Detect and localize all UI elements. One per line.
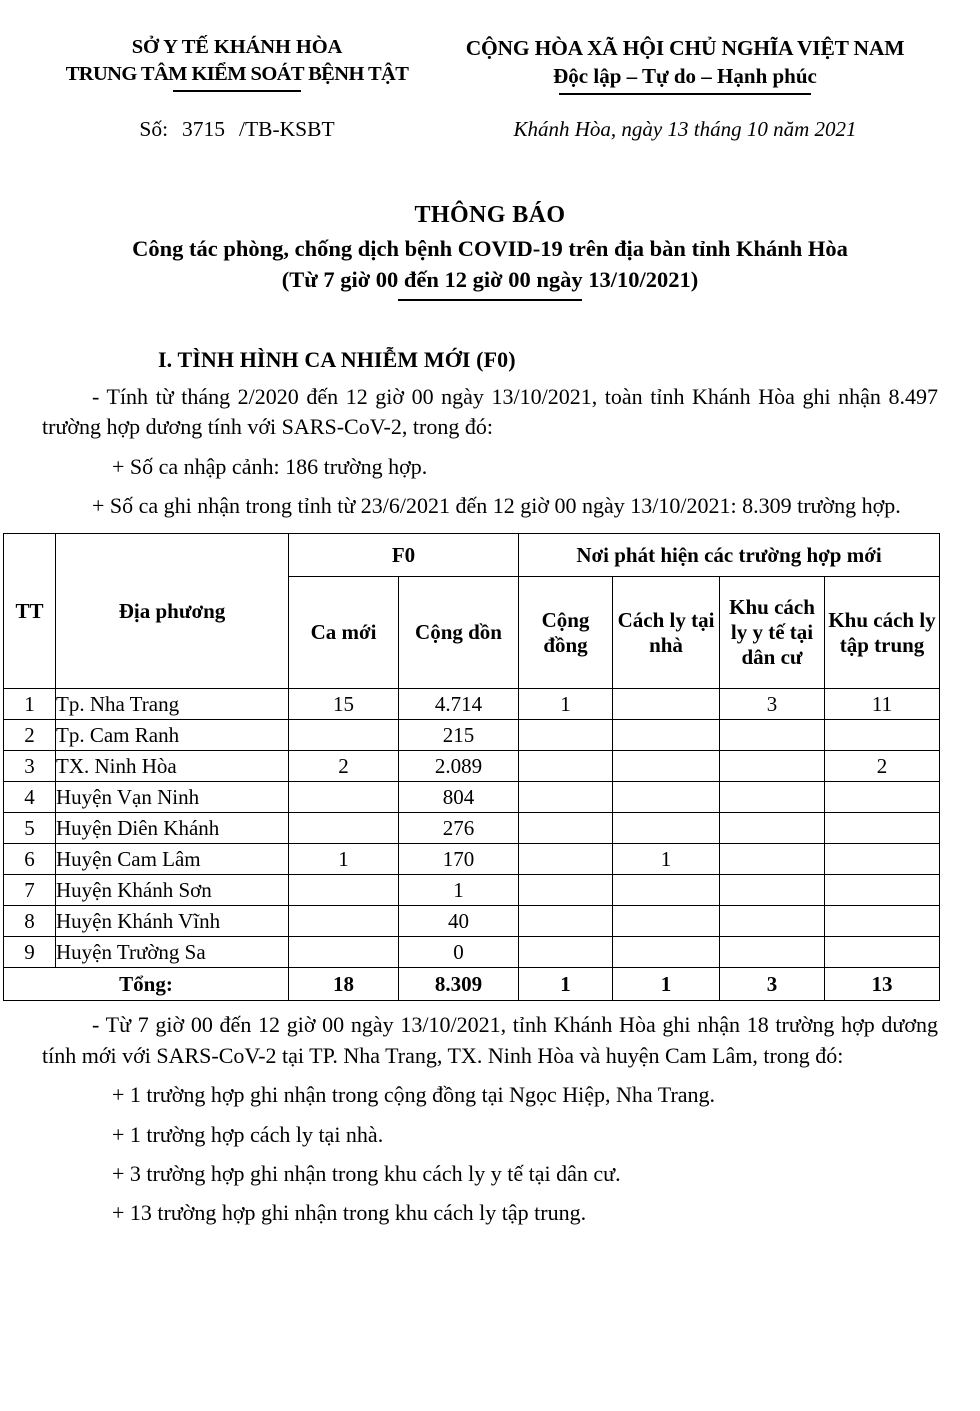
cases-table: [3, 533, 940, 1001]
cell-cumulative: 2.089: [399, 751, 519, 782]
document-time-range: (Từ 7 giờ 00 đến 12 giờ 00 ngày 13/10/2021): [281, 267, 699, 292]
cell-home-quarantine: [613, 720, 720, 751]
cell-home-quarantine: [613, 751, 720, 782]
cell-new-cases: [289, 782, 399, 813]
cell-medical-zone: [720, 751, 825, 782]
table-row: [4, 751, 940, 782]
cell-locality: Huyện Khánh Vĩnh: [56, 906, 289, 937]
total-cell-central-zone: 13: [825, 968, 940, 1001]
cell-index: 2: [4, 720, 56, 751]
cell-central-zone: [825, 782, 940, 813]
national-motto-underline: [559, 93, 811, 95]
cell-community: 1: [519, 689, 613, 720]
cell-medical-zone: [720, 937, 825, 968]
col-group-header-f0: F0: [289, 534, 519, 576]
cell-locality: Huyện Khánh Sơn: [56, 875, 289, 906]
cell-index: 4: [4, 782, 56, 813]
document-number-value: 3715: [182, 116, 226, 141]
cell-home-quarantine: 1: [613, 844, 720, 875]
cell-index: 9: [4, 937, 56, 968]
cell-new-cases: 1: [289, 844, 399, 875]
cell-home-quarantine: [613, 813, 720, 844]
cell-cumulative: 215: [399, 720, 519, 751]
col-header-new-cases: Ca mới: [289, 576, 399, 689]
section2-bullet: + 13 trường hợp ghi nhận trong khu cách ly tập trung.: [112, 1200, 587, 1226]
cell-index: 6: [4, 844, 56, 875]
section1-bullet-imported: + Số ca nhập cảnh: 186 trường hợp.: [112, 453, 428, 479]
cell-medical-zone: [720, 782, 825, 813]
document-header: [42, 0, 938, 95]
cell-central-zone: 11: [825, 689, 940, 720]
cell-central-zone: [825, 813, 940, 844]
section1-bullet-domestic: + Số ca ghi nhận trong tỉnh từ 23/6/2021 đến 12 giờ 00 ngày 13/10/2021: 8.309 trường hợp.: [92, 493, 901, 519]
table-row: [4, 813, 940, 844]
cases-table-wrapper: [3, 533, 939, 1001]
department-name: SỞ Y TẾ KHÁNH HÒA: [131, 36, 343, 58]
center-name: TRUNG TÂM KIỂM SOÁT BỆNH TẬT: [65, 63, 409, 86]
cell-locality: Tp. Cam Ranh: [56, 720, 289, 751]
document-title-block: [42, 200, 938, 301]
cell-medical-zone: [720, 844, 825, 875]
cell-medical-zone: 3: [720, 689, 825, 720]
col-group-header-detection-place: Nơi phát hiện các trường hợp mới: [519, 534, 940, 576]
table-row: [4, 782, 940, 813]
cell-medical-zone: [720, 906, 825, 937]
cell-locality: Huyện Cam Lâm: [56, 844, 289, 875]
total-cell-medical-zone: 3: [720, 968, 825, 1001]
cell-community: [519, 720, 613, 751]
cell-central-zone: [825, 875, 940, 906]
col-header-home-quarantine: Cách ly tại nhà: [613, 576, 720, 689]
cell-index: 8: [4, 906, 56, 937]
section1-paragraphs: [42, 382, 938, 521]
cell-home-quarantine: [613, 906, 720, 937]
cell-new-cases: [289, 937, 399, 968]
section2-bullet: + 1 trường hợp cách ly tại nhà.: [112, 1121, 384, 1147]
title-underline: [398, 299, 582, 301]
cell-community: [519, 844, 613, 875]
cell-home-quarantine: [613, 782, 720, 813]
cell-central-zone: [825, 720, 940, 751]
cell-cumulative: 1: [399, 875, 519, 906]
cell-home-quarantine: [613, 689, 720, 720]
col-header-cumulative: Cộng dồn: [399, 576, 519, 689]
total-cell-new-cases: 18: [289, 968, 399, 1001]
table-row: [4, 844, 940, 875]
national-heading-block: [432, 34, 938, 95]
cell-new-cases: [289, 906, 399, 937]
cell-index: 5: [4, 813, 56, 844]
cell-medical-zone: [720, 813, 825, 844]
document-number-row: [42, 117, 938, 142]
total-cell-home-quarantine: 1: [613, 968, 720, 1001]
cell-central-zone: 2: [825, 751, 940, 782]
cell-locality: Huyện Trường Sa: [56, 937, 289, 968]
cell-medical-zone: [720, 875, 825, 906]
cases-table-head: [4, 534, 940, 689]
table-row: [4, 906, 940, 937]
cell-index: 3: [4, 751, 56, 782]
table-row: [4, 689, 940, 720]
cell-new-cases: [289, 813, 399, 844]
total-cell-cumulative: 8.309: [399, 968, 519, 1001]
national-motto: Độc lập – Tự do – Hạnh phúc: [553, 64, 817, 89]
cell-central-zone: [825, 844, 940, 875]
cell-cumulative: 4.714: [399, 689, 519, 720]
cell-central-zone: [825, 906, 940, 937]
cell-cumulative: 0: [399, 937, 519, 968]
cell-community: [519, 751, 613, 782]
section-heading-new-cases: I. TÌNH HÌNH CA NHIỄM MỚI (F0): [158, 347, 516, 373]
total-cell-community: 1: [519, 968, 613, 1001]
cell-medical-zone: [720, 720, 825, 751]
table-row: [4, 875, 940, 906]
section2-paragraph-summary: - Từ 7 giờ 00 đến 12 giờ 00 ngày 13/10/2021, tỉnh Khánh Hòa ghi nhận 18 trường hợp dương tính mới với SARS-CoV-2 tại TP. Nha Trang, TX. Ninh Hòa và huyện Cam Lâm, trong đó:: [42, 1012, 938, 1068]
place-and-date: Khánh Hòa, ngày 13 tháng 10 năm 2021: [513, 116, 857, 141]
document-subtitle: Công tác phòng, chống dịch bệnh COVID-19 trên địa bàn tỉnh Khánh Hòa: [132, 235, 848, 261]
document-number-label: Số:: [139, 116, 169, 141]
cell-community: [519, 875, 613, 906]
cell-locality: Huyện Diên Khánh: [56, 813, 289, 844]
cell-community: [519, 782, 613, 813]
cell-cumulative: 276: [399, 813, 519, 844]
organization-underline: [173, 90, 301, 92]
table-row: [4, 937, 940, 968]
cell-cumulative: 40: [399, 906, 519, 937]
cell-locality: Tp. Nha Trang: [56, 689, 289, 720]
section1-paragraph-total: - Tính từ tháng 2/2020 đến 12 giờ 00 ngày 13/10/2021, toàn tỉnh Khánh Hòa ghi nhận 8.497 trường hợp dương tính với SARS-CoV-2, trong đó:: [42, 384, 938, 440]
cell-home-quarantine: [613, 937, 720, 968]
cell-new-cases: 2: [289, 751, 399, 782]
table-header-row-group: [4, 534, 940, 576]
cell-cumulative: 804: [399, 782, 519, 813]
cell-locality: Huyện Vạn Ninh: [56, 782, 289, 813]
cell-new-cases: [289, 720, 399, 751]
section2-bullet-list: [42, 1080, 938, 1228]
cases-table-body: [4, 689, 940, 1001]
section2-bullet: + 3 trường hợp ghi nhận trong khu cách ly y tế tại dân cư.: [112, 1160, 621, 1186]
cell-index: 7: [4, 875, 56, 906]
national-title: CỘNG HÒA XÃ HỘI CHỦ NGHĨA VIỆT NAM: [465, 36, 905, 60]
col-header-locality: Địa phương: [56, 534, 289, 689]
section2-bullet: + 1 trường hợp ghi nhận trong cộng đồng tại Ngọc Hiệp, Nha Trang.: [112, 1082, 716, 1108]
issuing-organization-block: [42, 34, 432, 92]
table-row: [4, 720, 940, 751]
col-header-index: TT: [4, 534, 56, 689]
cell-locality: TX. Ninh Hòa: [56, 751, 289, 782]
cell-new-cases: [289, 875, 399, 906]
cell-home-quarantine: [613, 875, 720, 906]
cell-community: [519, 813, 613, 844]
document-number: [42, 117, 432, 142]
col-header-central-quarantine-zone: Khu cách ly tập trung: [825, 576, 940, 689]
section2-paragraphs: [42, 1010, 938, 1228]
col-header-community: Cộng đồng: [519, 576, 613, 689]
cell-central-zone: [825, 937, 940, 968]
cell-community: [519, 906, 613, 937]
document-type-title: THÔNG BÁO: [414, 201, 566, 228]
document-number-suffix: /TB-KSBT: [239, 116, 335, 141]
table-total-row: [4, 968, 940, 1001]
cell-index: 1: [4, 689, 56, 720]
cell-community: [519, 937, 613, 968]
cell-new-cases: 15: [289, 689, 399, 720]
cell-cumulative: 170: [399, 844, 519, 875]
col-header-medical-quarantine-zone: Khu cách ly y tế tại dân cư: [720, 576, 825, 689]
cell-total-label: Tổng:: [4, 968, 289, 1001]
